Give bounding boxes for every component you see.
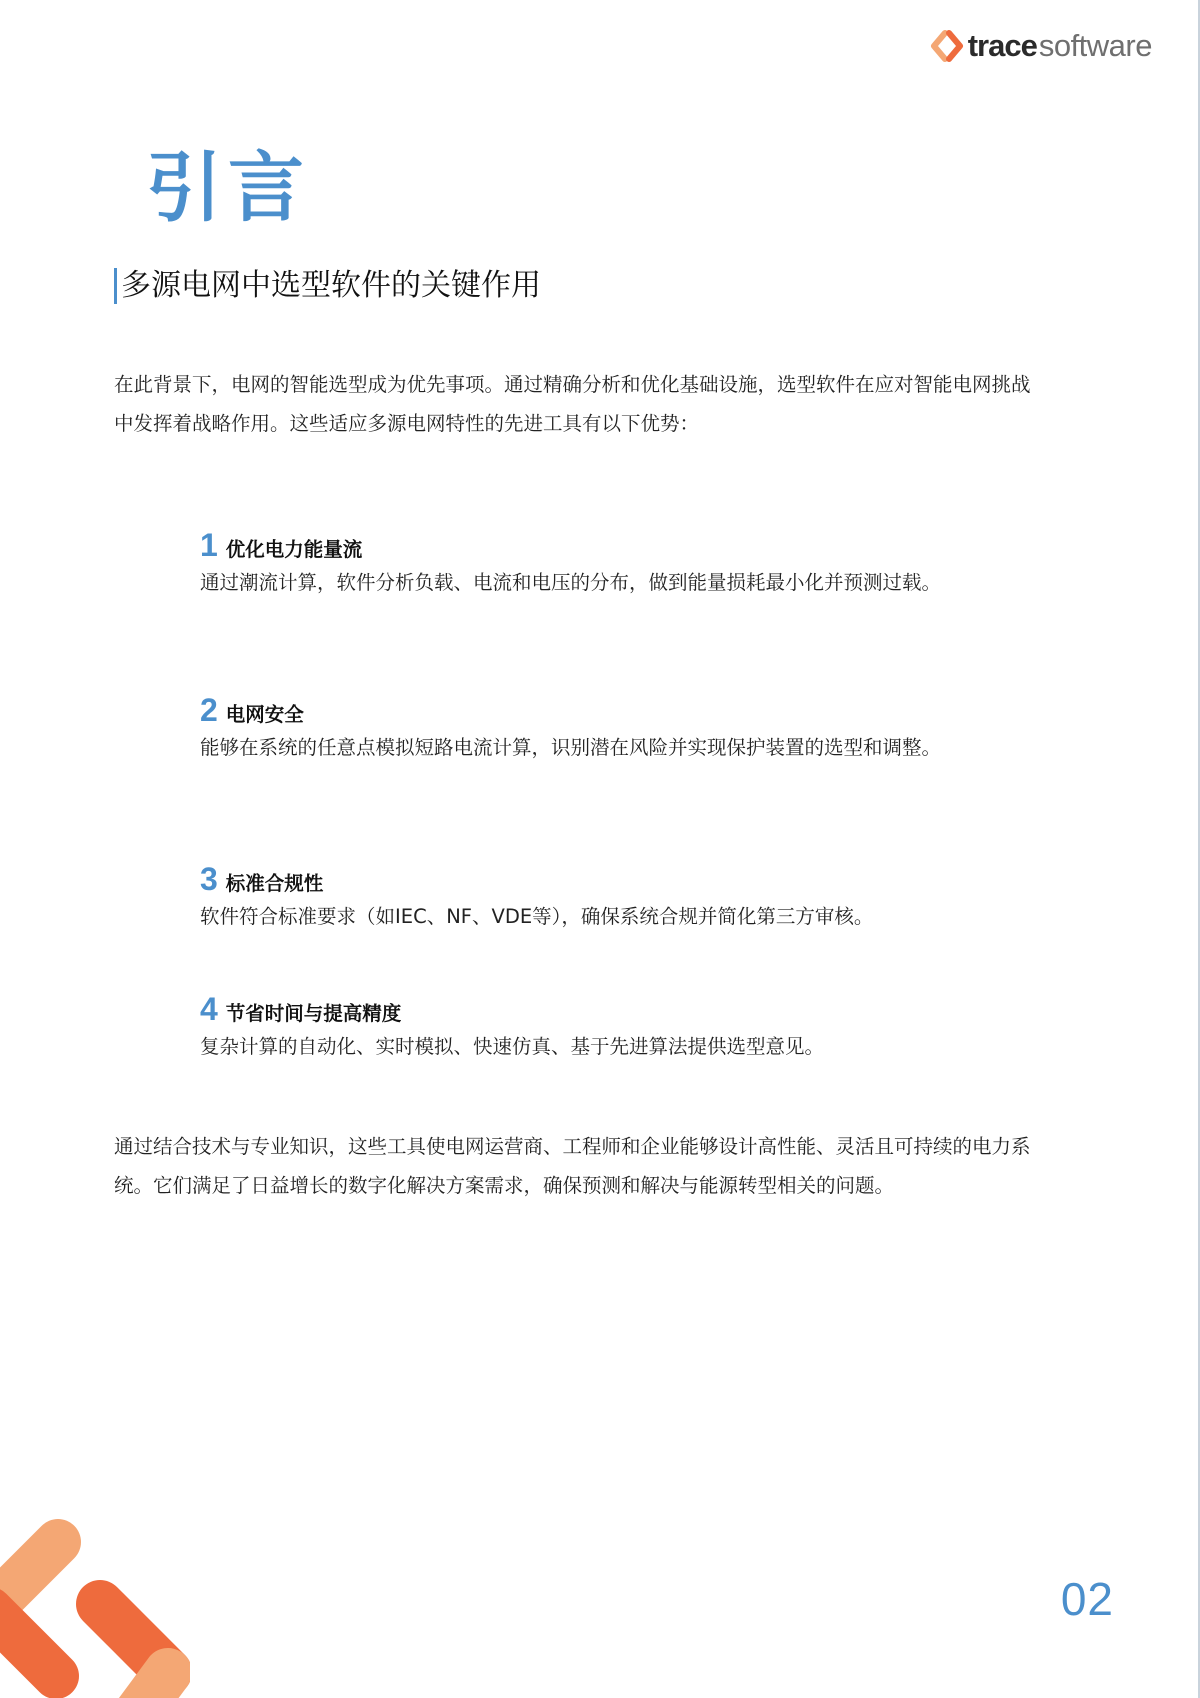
conclusion-paragraph: 通过结合技术与专业知识，这些工具使电网运营商、工程师和企业能够设计高性能、灵活且可持续的电力系统。它们满足了日益增长的数字化解决方案需求，确保预测和解决与能源转型相关的问题。 (114, 1135, 1031, 1197)
page-number: 02 (1060, 1573, 1114, 1625)
advantage-item-2 (200, 693, 1080, 764)
item-body: 通过潮流计算，软件分析负载、电流和电压的分布，做到能量损耗最小化并预测过载。 (200, 571, 942, 594)
item-body: 复杂计算的自动化、实时模拟、快速仿真、基于先进算法提供选型意见。 (200, 1035, 825, 1058)
item-title: 优化电力能量流 (225, 538, 363, 561)
chevron-brand-icon (930, 29, 964, 63)
page-title: 引言 (146, 143, 310, 232)
brand-chevron-shape-icon (0, 1508, 190, 1698)
advantage-item-3 (200, 862, 1080, 933)
logo-word-trace: trace (967, 28, 1037, 63)
item-body: 能够在系统的任意点模拟短路电流计算，识别潜在风险并实现保护装置的选型和调整。 (200, 736, 942, 759)
trace-software-logo (930, 26, 1152, 66)
item-title: 电网安全 (225, 703, 304, 726)
advantage-item-1 (200, 528, 1080, 599)
item-body: 软件符合标准要求（如IEC、NF、VDE等），确保系统合规并简化第三方审核。 (200, 905, 874, 928)
intro-paragraph: 在此背景下，电网的智能选型成为优先事项。通过精确分析和优化基础设施，选型软件在应对智能电网挑战中发挥着战略作用。这些适应多源电网特性的先进工具有以下优势： (114, 373, 1031, 435)
logo-word-software: software (1038, 28, 1152, 63)
item-number: 4 (200, 991, 218, 1027)
item-number: 1 (200, 527, 218, 563)
page-subtitle: 多源电网中选型软件的关键作用 (114, 268, 541, 304)
item-number: 2 (200, 692, 218, 728)
item-number: 3 (200, 861, 218, 897)
advantage-item-4 (200, 992, 1080, 1063)
item-title: 节省时间与提高精度 (225, 1002, 402, 1025)
item-title: 标准合规性 (225, 872, 324, 895)
